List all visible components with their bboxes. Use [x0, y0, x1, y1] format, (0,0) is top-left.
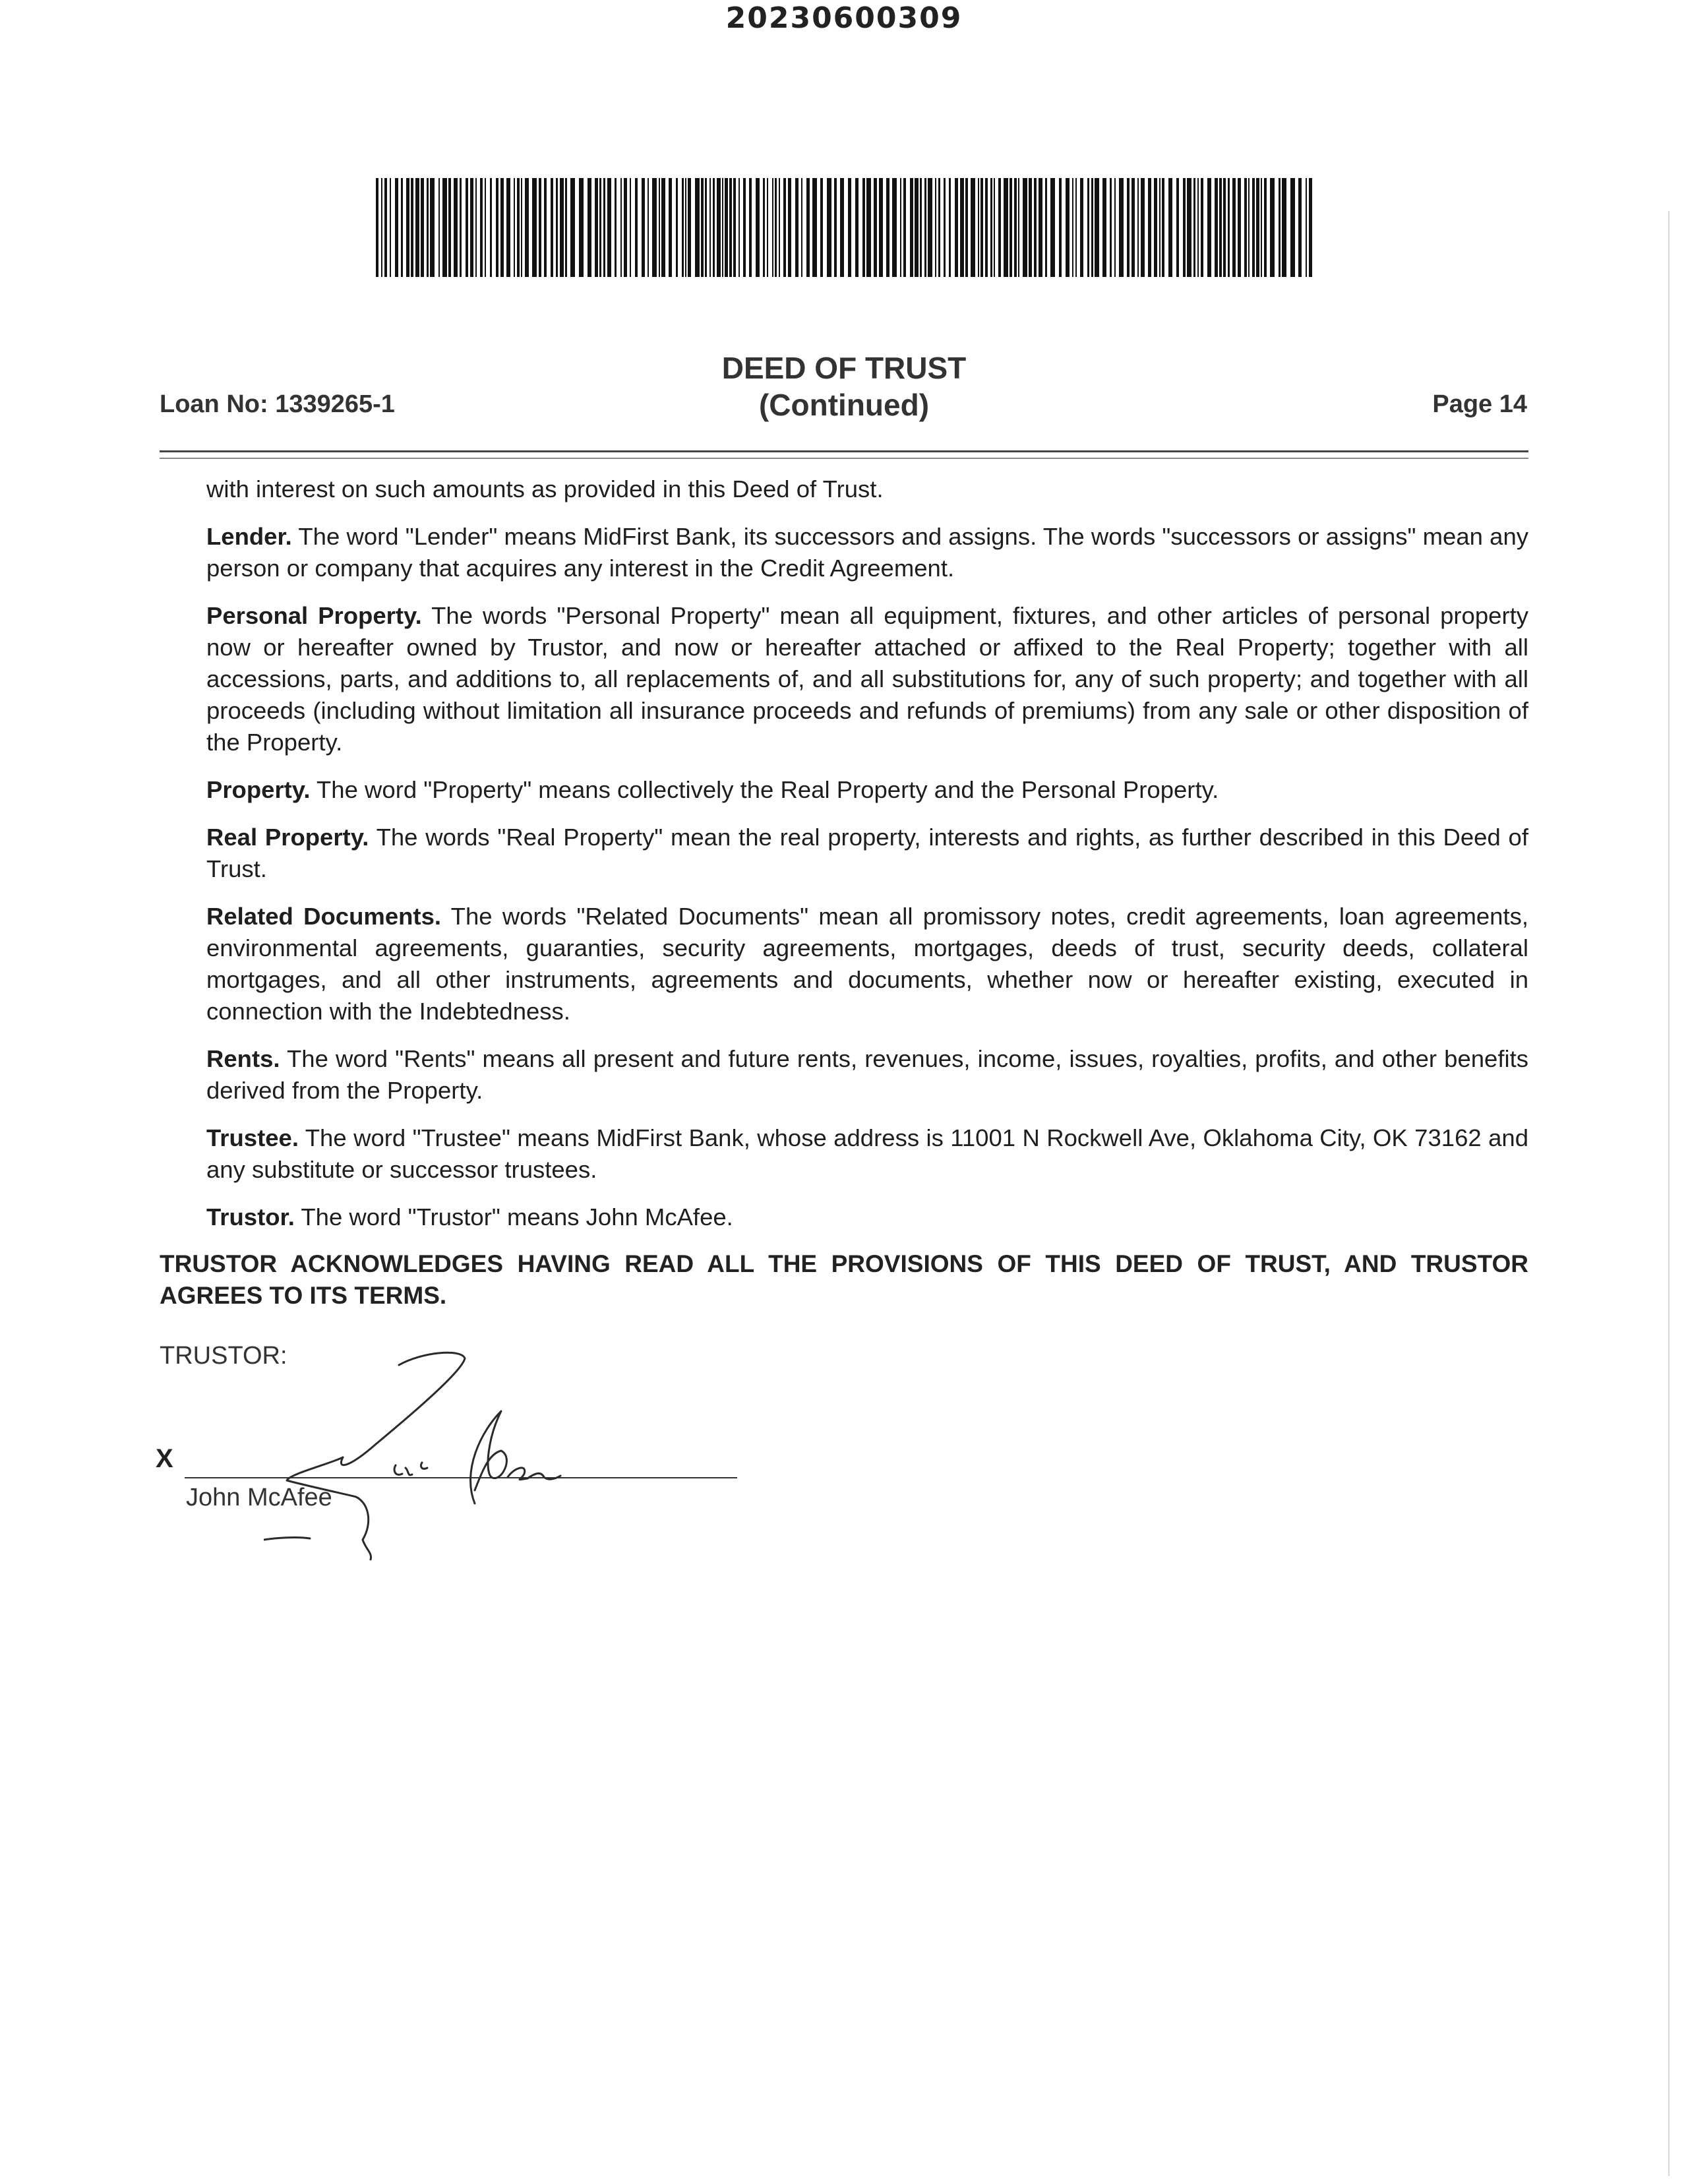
definition-term: Rents. [206, 1045, 280, 1072]
barcode-bar [978, 178, 979, 277]
barcode-bar [1119, 178, 1124, 277]
definition-term: Trustor. [206, 1203, 295, 1230]
barcode-bar [725, 178, 728, 277]
definition-text: The word "Property" means collectively the Real Property and the Personal Property. [316, 776, 1219, 803]
definition-real-property [206, 822, 1528, 885]
barcode-bar [532, 178, 537, 277]
barcode-bar [669, 178, 672, 277]
barcode-bar [1193, 178, 1195, 277]
barcode-bar [949, 178, 951, 277]
barcode-bar [615, 178, 617, 277]
barcode-bar [965, 178, 968, 277]
barcode-bar [480, 178, 483, 277]
loan-number: Loan No: 1339265-1 [160, 390, 395, 418]
barcode-bar [635, 178, 638, 277]
barcode-bar [1148, 178, 1151, 277]
barcode-bar [834, 178, 837, 277]
definition-rents [206, 1043, 1528, 1107]
barcode-bar [599, 178, 601, 277]
barcode-bar [1137, 178, 1139, 277]
barcode-bar [521, 178, 522, 277]
trustor-label: TRUSTOR: [160, 1342, 287, 1370]
barcode-bar [874, 178, 877, 277]
handwritten-signature [264, 1339, 620, 1563]
barcode-bar [620, 178, 622, 277]
definition-trustor [206, 1201, 1528, 1233]
barcode-bar [729, 178, 732, 277]
barcode-bar [980, 178, 983, 277]
barcode-bar [756, 178, 760, 277]
barcode-bar [485, 178, 486, 277]
barcode-bar [1004, 178, 1008, 277]
barcode-bar [1087, 178, 1089, 277]
barcode-bar [1034, 178, 1037, 277]
barcode-bar [556, 178, 558, 277]
barcode-bar [900, 178, 901, 277]
barcode-bar [812, 178, 817, 277]
barcode-bar [1131, 178, 1135, 277]
definition-text: The words "Personal Property" mean all equipment, fixtures, and other articles of personal property now or hereafter owned by Trustor, and now or hereafter attached or affixed to the Real Property; together with all accessions, parts, and additions to, all replacements of, and all substitutions for, any of such property; and together with all proceeds (including without limitation all insurance proceeds and refunds of premiums) from any sale or other disposition of the Property. [206, 602, 1528, 756]
barcode-bar [595, 178, 598, 277]
barcode-bar [525, 178, 529, 277]
document-record-number: 20230600309 [725, 1, 963, 35]
barcode-bar [1080, 178, 1083, 277]
barcode-bar [879, 178, 883, 277]
barcode-bar [1059, 178, 1062, 277]
barcode-bar [1264, 178, 1267, 277]
barcode-bar [406, 178, 409, 277]
barcode-bar [1306, 178, 1307, 277]
barcode-bar [384, 178, 387, 277]
document-title: DEED OF TRUST [721, 351, 967, 385]
barcode-bar [1066, 178, 1070, 277]
barcode-bar [448, 178, 451, 277]
barcode-bar [676, 178, 678, 277]
barcode-bar [1095, 178, 1099, 277]
signer-name: John McAfee [186, 1484, 332, 1511]
barcode-bar [1039, 178, 1042, 277]
barcode-bar [415, 178, 419, 277]
barcode-bar [1110, 178, 1112, 277]
barcode-bar [848, 178, 851, 277]
barcode-bar [652, 178, 657, 277]
opening-paragraph: with interest on such amounts as provided in this Deed of Trust. [206, 475, 884, 502]
barcode-bar [506, 178, 510, 277]
barcode-bar [1018, 178, 1019, 277]
barcode-bar [1282, 178, 1286, 277]
barcode-bar [892, 178, 897, 277]
barcode-bar [971, 178, 975, 277]
barcode-bar [514, 178, 515, 277]
barcode-bar [1309, 178, 1312, 277]
barcode-bar [960, 178, 964, 277]
barcode-bar [539, 178, 541, 277]
barcode-bar [401, 178, 403, 277]
barcode-bar [1014, 178, 1017, 277]
barcode-bar [944, 178, 946, 277]
barcode-bar [427, 178, 429, 277]
barcode-bar [1248, 178, 1250, 277]
barcode-bar [1228, 178, 1230, 277]
barcode-bar [376, 178, 378, 277]
barcode-bar [1023, 178, 1027, 277]
definition-related-documents [206, 901, 1528, 1027]
barcode-bar [1176, 178, 1179, 277]
barcode-bar [395, 178, 398, 277]
barcode-bar [1127, 178, 1130, 277]
barcode-bar [1010, 178, 1012, 277]
definition-text: The words "Real Property" mean the real property, interests and rights, as further described in this Deed of Trust. [206, 824, 1528, 882]
barcode-bar [642, 178, 645, 277]
barcode-bar [1270, 178, 1275, 277]
barcode [376, 178, 1319, 277]
barcode-bar [565, 178, 567, 277]
barcode-bar [955, 178, 958, 277]
barcode-bar [496, 178, 498, 277]
barcode-bar [990, 178, 992, 277]
barcode-bar [779, 178, 780, 277]
barcode-bar [886, 178, 889, 277]
barcode-bar [920, 178, 922, 277]
barcode-bar [924, 178, 926, 277]
barcode-bar [1223, 178, 1226, 277]
definition-trustee [206, 1122, 1528, 1186]
barcode-bar [688, 178, 691, 277]
barcode-bar [661, 178, 665, 277]
barcode-bar [763, 178, 765, 277]
signature-x-mark: X [156, 1444, 173, 1473]
barcode-bar [560, 178, 564, 277]
barcode-bar [713, 178, 715, 277]
barcode-bar [1091, 178, 1093, 277]
barcode-bar [840, 178, 844, 277]
barcode-bar [705, 178, 707, 277]
barcode-bar [1141, 178, 1145, 277]
barcode-bar [682, 178, 684, 277]
barcode-bar [1256, 178, 1259, 277]
barcode-bar [1261, 178, 1262, 277]
barcode-bar [603, 178, 605, 277]
barcode-bar [935, 178, 936, 277]
barcode-bar [1197, 178, 1199, 277]
barcode-bar [490, 178, 492, 277]
barcode-bar [659, 178, 660, 277]
definition-text: The word "Lender" means MidFirst Bank, its successors and assigns. The words "successors or assigns" mean any person or company that acquires any interest in the Credit Agreement. [206, 523, 1529, 582]
barcode-bar [915, 178, 919, 277]
definition-term: Lender. [206, 523, 292, 550]
barcode-bar [733, 178, 736, 277]
definition-text: The words "Related Documents" mean all promissory notes, credit agreements, loan agreements, environmental agreements, guaranties, security agreements, mortgages, deeds of trust, security deeds, collateral mortgages, and all other instruments, agreements and documents, whether now or hereafter existing, executed in connection with the Indebtedness. [206, 903, 1529, 1025]
barcode-bar [1183, 178, 1186, 277]
barcode-bar [500, 178, 504, 277]
barcode-bar [1290, 178, 1295, 277]
barcode-bar [717, 178, 721, 277]
barcode-bar [910, 178, 913, 277]
barcode-bar [938, 178, 940, 277]
barcode-bar [421, 178, 424, 277]
barcode-bar [579, 178, 584, 277]
barcode-bar [390, 178, 391, 277]
barcode-bar [1162, 178, 1164, 277]
barcode-bar [381, 178, 382, 277]
barcode-bar [985, 178, 988, 277]
barcode-bar [1201, 178, 1203, 277]
barcode-bar [1102, 178, 1106, 277]
barcode-bar [998, 178, 1001, 277]
barcode-bar [855, 178, 859, 277]
barcode-bar [827, 178, 831, 277]
barcode-bar [460, 178, 462, 277]
barcode-bar [722, 178, 723, 277]
document-body [206, 473, 1528, 1249]
barcode-bar [862, 178, 865, 277]
definition-term: Personal Property. [206, 602, 422, 629]
barcode-bar [1075, 178, 1077, 277]
barcode-bar [1207, 178, 1211, 277]
definition-term: Property. [206, 776, 311, 803]
header-divider-secondary [160, 458, 1528, 459]
acknowledgment-statement: TRUSTOR ACKNOWLEDGES HAVING READ ALL THE PROVISIONS OF THIS DEED OF TRUST, AND TRUSTOR AGREES TO ITS TERMS. [160, 1250, 1528, 1309]
barcode-bar [701, 178, 704, 277]
barcode-bar [1159, 178, 1160, 277]
scan-edge-artifact [1668, 211, 1670, 2176]
barcode-bar [1050, 178, 1055, 277]
barcode-bar [442, 178, 447, 277]
barcode-bar [1187, 178, 1191, 277]
barcode-bar [767, 178, 768, 277]
definition-text: The word "Rents" means all present and future rents, revenues, income, issues, royalties, profits, and other benefits derived from the Property. [206, 1045, 1529, 1104]
barcode-bar [411, 178, 413, 277]
barcode-bar [775, 178, 777, 277]
barcode-bar [466, 178, 468, 277]
barcode-bar [1215, 178, 1218, 277]
barcode-bar [438, 178, 440, 277]
barcode-bar [475, 178, 477, 277]
barcode-bar [1168, 178, 1172, 277]
definition-text: The word "Trustee" means MidFirst Bank, whose address is 11001 N Rockwell Ave, Oklahoma City, OK 73162 and any substitute or successor trustees. [206, 1124, 1529, 1183]
barcode-bar [738, 178, 740, 277]
barcode-bar [551, 178, 553, 277]
barcode-bar [795, 178, 799, 277]
barcode-bar [570, 178, 575, 277]
barcode-bar [806, 178, 810, 277]
barcode-bar [1298, 178, 1302, 277]
barcode-bar [685, 178, 686, 277]
barcode-bar [1114, 178, 1116, 277]
page-number: Page 14 [1432, 390, 1527, 418]
barcode-bar [630, 178, 631, 277]
barcode-bar [454, 178, 458, 277]
definition-term: Real Property. [206, 824, 369, 851]
barcode-bar [588, 178, 591, 277]
document-subtitle: (Continued) [758, 388, 930, 422]
barcode-bar [788, 178, 791, 277]
barcode-bar [1232, 178, 1236, 277]
barcode-bar [1238, 178, 1241, 277]
barcode-bar [820, 178, 823, 277]
barcode-bar [517, 178, 520, 277]
barcode-bar [1154, 178, 1157, 277]
barcode-bar [928, 178, 932, 277]
barcode-bar [1045, 178, 1047, 277]
barcode-bar [903, 178, 906, 277]
barcode-bar [430, 178, 435, 277]
definition-term: Related Documents. [206, 903, 442, 930]
barcode-bar [470, 178, 473, 277]
barcode-bar [749, 178, 752, 277]
definition-property [206, 774, 1528, 806]
barcode-bar [783, 178, 786, 277]
definition-personal-property [206, 600, 1528, 758]
barcode-bar [1029, 178, 1032, 277]
barcode-bar [607, 178, 611, 277]
barcode-bar [1279, 178, 1281, 277]
barcode-bar [695, 178, 700, 277]
barcode-bar [994, 178, 995, 277]
barcode-bar [1244, 178, 1247, 277]
barcode-bar [1219, 178, 1222, 277]
barcode-bar [772, 178, 773, 277]
barcode-bar [1072, 178, 1073, 277]
definition-term: Trustee. [206, 1124, 299, 1151]
barcode-bar [544, 178, 547, 277]
barcode-bar [801, 178, 802, 277]
barcode-bar [709, 178, 711, 277]
definition-text: The word "Trustor" means John McAfee. [301, 1203, 733, 1230]
barcode-bar [743, 178, 746, 277]
barcode-bar [866, 178, 871, 277]
barcode-bar [624, 178, 627, 277]
barcode-bar [648, 178, 649, 277]
barcode-bar [1252, 178, 1255, 277]
definition-lender [206, 521, 1528, 584]
header-divider [160, 450, 1528, 452]
